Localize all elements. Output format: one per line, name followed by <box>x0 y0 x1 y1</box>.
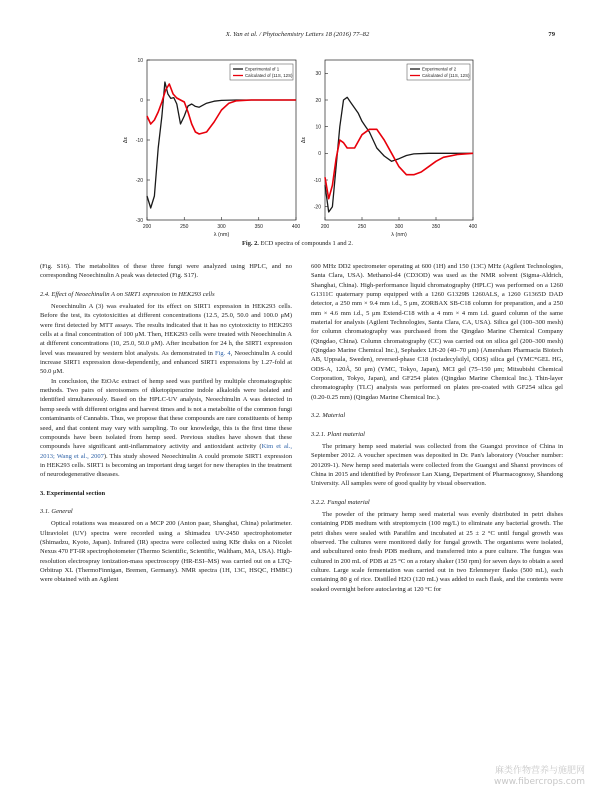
section-heading-3-1: 3.1. General <box>40 507 73 515</box>
paragraph: Optical rotations was measured on a MCP 200 (Anton paar, Shanghai, China) polarimeter. Ultraviolet (UV) spectra were recorded using a Shimadzu UV-2450 spectrophotometer (Shimadzu, Kyoto, Japan). Infrared (IR) spectra were collected using KBr disks on a Nicolet Nexus 470 FT-IR spectrophotometer (Thermo Scientific, Scientific, Waltham, MA, USA). High-resolution electrospray ionization-mass spectroscopy (HR-ESI–MS) was carried out on a LTQ-Orbitrap XL (ThermoFinnigan, Bremen, Germany). NMR spectra (1H, 13C, HSQC, HMBC) were obtained with an Agilent <box>40 520 292 584</box>
figure-link[interactable]: Fig. 4 <box>214 349 231 357</box>
watermark-line-2: www.fibercrops.com <box>494 777 585 787</box>
paragraph-text: , Neoechinulin A could increase SIRT1 expression dose-dependently, and enhanced SIRT1 expressions by 1.27-fold at 50.0 μM. <box>40 349 293 376</box>
running-head <box>40 31 555 43</box>
y-tick-label: -20 <box>135 177 143 184</box>
x-tick-label: 200 <box>142 224 152 230</box>
plot-frame <box>325 60 473 220</box>
x-axis-label: λ (nm) <box>213 232 230 238</box>
x-tick-label: 350 <box>431 224 441 230</box>
section-heading-3: 3. Experimental section <box>40 489 106 497</box>
watermark-line-1: 麻类作物营养与施肥网 <box>494 766 585 776</box>
legend-label-2: Calculated of (11S, 12S) <box>422 73 470 79</box>
paragraph <box>40 302 292 377</box>
page-number: 79 <box>548 31 555 38</box>
x-tick-label: 250 <box>357 224 367 230</box>
ecd-chart-compound-1 <box>0 54 300 240</box>
paragraph-text: Neoechinulin A (3) was evaluated for its effect on SIRT1 expression in HEK293 cells. Before the test, its cytotoxicities at different concentrations (12.5, 25.0, 50.0 and 100.0 μM) were first detected by MTT assays. The results indicated that it has no cytotoxicity to HEK293 cells at a final concentration of 100 μM. Then, HEK293 cells were treated with Neoechinulin A at different concentrations (10, 25.0, 50.0 μM). After incubation for 24 h, the SIRT1 expression level was measured by western blot analysis. As demonstrated in <box>40 303 292 357</box>
running-head-text: X. Yan et al. / Phytochemistry Letters 18 (2016) 77–82 <box>225 31 370 38</box>
section-heading-2-4: 2.4. Effect of Neoechinulin A on SIRT1 expression in HEK293 cells <box>40 290 215 298</box>
x-tick-label: 300 <box>217 224 226 230</box>
watermark <box>494 766 585 788</box>
figure-2 <box>0 54 595 240</box>
series-line-2 <box>147 84 296 134</box>
paragraph-text: ). This study showed Neoechinulin A could promote SIRT1 expression in HEK293 cells. SIRT1 is becoming an important drug target for new therapies in the treatment of neurodegenerative diseases. <box>40 452 293 479</box>
chart-axes <box>123 58 300 238</box>
ecd-chart-compound-2 <box>296 54 595 240</box>
paragraph: The powder of the primary hemp seed material was evenly distributed in petri dishes containing PDB medium with streptomycin (100 mg/L) to eliminate any bacterial growth. The petri dishes were sealed with Parafilm and incubated at 25 ± 2 °C until fungal growth was observed. The cultures were monitored daily for fungal growth. The organisms were isolated, and subcultured onto fresh PDB medium, and transferred into a pure culture. The fungus was cultured in 200 mL of PDB at 25 °C on a rotary shaker (150 rpm) for seven days to obtain a seed culture. Large scale fermentation was carried out in two Erlenmeyer flasks (500 mL), each containing 80 g of rice. Distilled H2O (120 mL) was added to each flask, and the contents were soaked overnight before autoclaving at 120 °C for <box>311 510 563 593</box>
y-tick-label: 0 <box>140 97 143 104</box>
figure-caption-text: ECD spectra of compounds 1 and 2. <box>260 240 353 247</box>
right-column <box>311 262 563 594</box>
citation-link[interactable]: Kim et al., 2013; Wang et al., 2007 <box>40 443 292 460</box>
x-tick-label: 200 <box>320 224 330 230</box>
left-column <box>40 262 292 585</box>
y-axis-label: Δε <box>301 136 307 144</box>
section-heading-3-2-2: 3.2.2. Fungal material <box>311 498 370 506</box>
y-tick-label: 10 <box>137 57 143 64</box>
series-line-1 <box>147 82 296 208</box>
legend-label-1: Experimental of 2 <box>422 66 457 72</box>
x-tick-label: 400 <box>468 224 478 230</box>
y-tick-label: 0 <box>318 151 321 158</box>
y-tick-label: -10 <box>313 177 321 184</box>
y-tick-label: 20 <box>315 97 321 104</box>
figure-caption-label: Fig. 2. <box>242 240 259 247</box>
x-axis-label: λ (nm) <box>391 232 407 238</box>
x-tick-label: 400 <box>291 224 300 230</box>
paragraph-text: In conclusion, the EtOAc extract of hemp seed was purified by multiple chromatographic methods. Two pairs of steroisomers of diketopiperazine indole alkaloids were isolated and identified simultaneously. Based on the HPLC-UV analysis, Neoechinulin A was detected in hemp seeds with different origins and harvest times and is not a metabolite of the common fungi contaminants of Cannabis. Thus, we propose that these compounds are rare constituents of hemp seed, and that content may vary with sampling. To our knowledge, this is the first time these compounds have been isolated from hemp seed. Previous studies have shown that these compounds have significant anti-inflammatory activity and antioxidant activity ( <box>40 377 292 451</box>
series-line-1 <box>325 97 473 212</box>
section-heading-3-2-1: 3.2.1. Plant material <box>311 430 365 438</box>
paragraph <box>40 377 292 480</box>
legend-label-1: Experimental of 1 <box>245 66 280 72</box>
legend-label-2: Calculated of (11S, 12S) <box>245 73 293 79</box>
figure-caption <box>0 240 595 247</box>
y-tick-label: 10 <box>315 124 321 131</box>
y-tick-label: -30 <box>135 217 143 224</box>
y-axis-label: Δε <box>123 136 129 144</box>
paragraph: (Fig. S16). The metabolites of these three fungi were analyzed using HPLC, and no corresponding Neoechinulin A peak was detected (Fig. S17). <box>40 263 292 280</box>
x-tick-label: 250 <box>180 224 189 230</box>
series-line-2 <box>325 129 473 198</box>
x-tick-label: 350 <box>254 224 263 230</box>
y-tick-label: -20 <box>313 204 321 211</box>
section-heading-3-2: 3.2. Material <box>311 412 346 420</box>
x-tick-label: 300 <box>394 224 404 230</box>
y-tick-label: -10 <box>135 137 143 144</box>
paragraph: 600 MHz DD2 spectrometer operating at 600 (1H) and 150 (13C) MHz (Agilent Technologies, Santa Clara, USA). Methanol-d4 (CD3OD) was used as the NMR solvent (Sigma-Aldrich, Shanghai, China). High-performance liquid chromatography (HPLC) was performed on a 1260 G1311C quaternary pump equipped with a 1260 G1329B 1260ALS, a 1260 G1365D DAD detector, a 250 mm × 9.4 mm i.d., 5 μm, ZORBAX SB-C18 column for preparation, and a 250 mm × 4.6 mm i.d., 5 μm Extend-C18 with a 4 mm × 4 mm i.d. guard column of the same material for analysis (Agilent Technologies, Santa Clara, CA, USA). Silica gel (100–300 mesh) for column chromatography was purchased from the Qingdao Marine Chemical Company (Qingdao, China). Column chromatography (CC) was carried out on silica gel (200–300 mesh) (Qingdao Marine Chemical Inc.), Sephadex LH-20 (40–70 μm) (Amersham Pharmacia Biotech AB, Uppsala, Sweden), reversed-phase C18 (octadecylsilyl, ODS) silica gel (YMC*GEL HG, ODS-A, 120Å, 50 μm) (YMC, Tokyo, Japan), MCI gel (75–150 μm; Mitsubishi Chemical Corporation, Tokyo, Japan), and GF254 plates (Qingdao Marine Chemical Inc.). Thin-layer chromatography (TLC) analysis was performed on plates pre-coated with GF254 silica gel (0.20-0.25 mm) (Qingdao Marine Chemical Inc.). <box>311 263 563 401</box>
paragraph: The primary hemp seed material was collected from the Guangxi province of China in September 2012. A voucher specimen was deposited in Dr. Pan's laboratory (Voucher number: 201209-1). New hemp seed materials were collected from the Guangxi and Shanxi provinces of China in 2015 and identified by Professor Lan Xiang, Department of Pharmacognosy, Shandong University. All samples were of good quality by visual observation. <box>311 442 563 488</box>
y-tick-label: 30 <box>315 71 321 78</box>
